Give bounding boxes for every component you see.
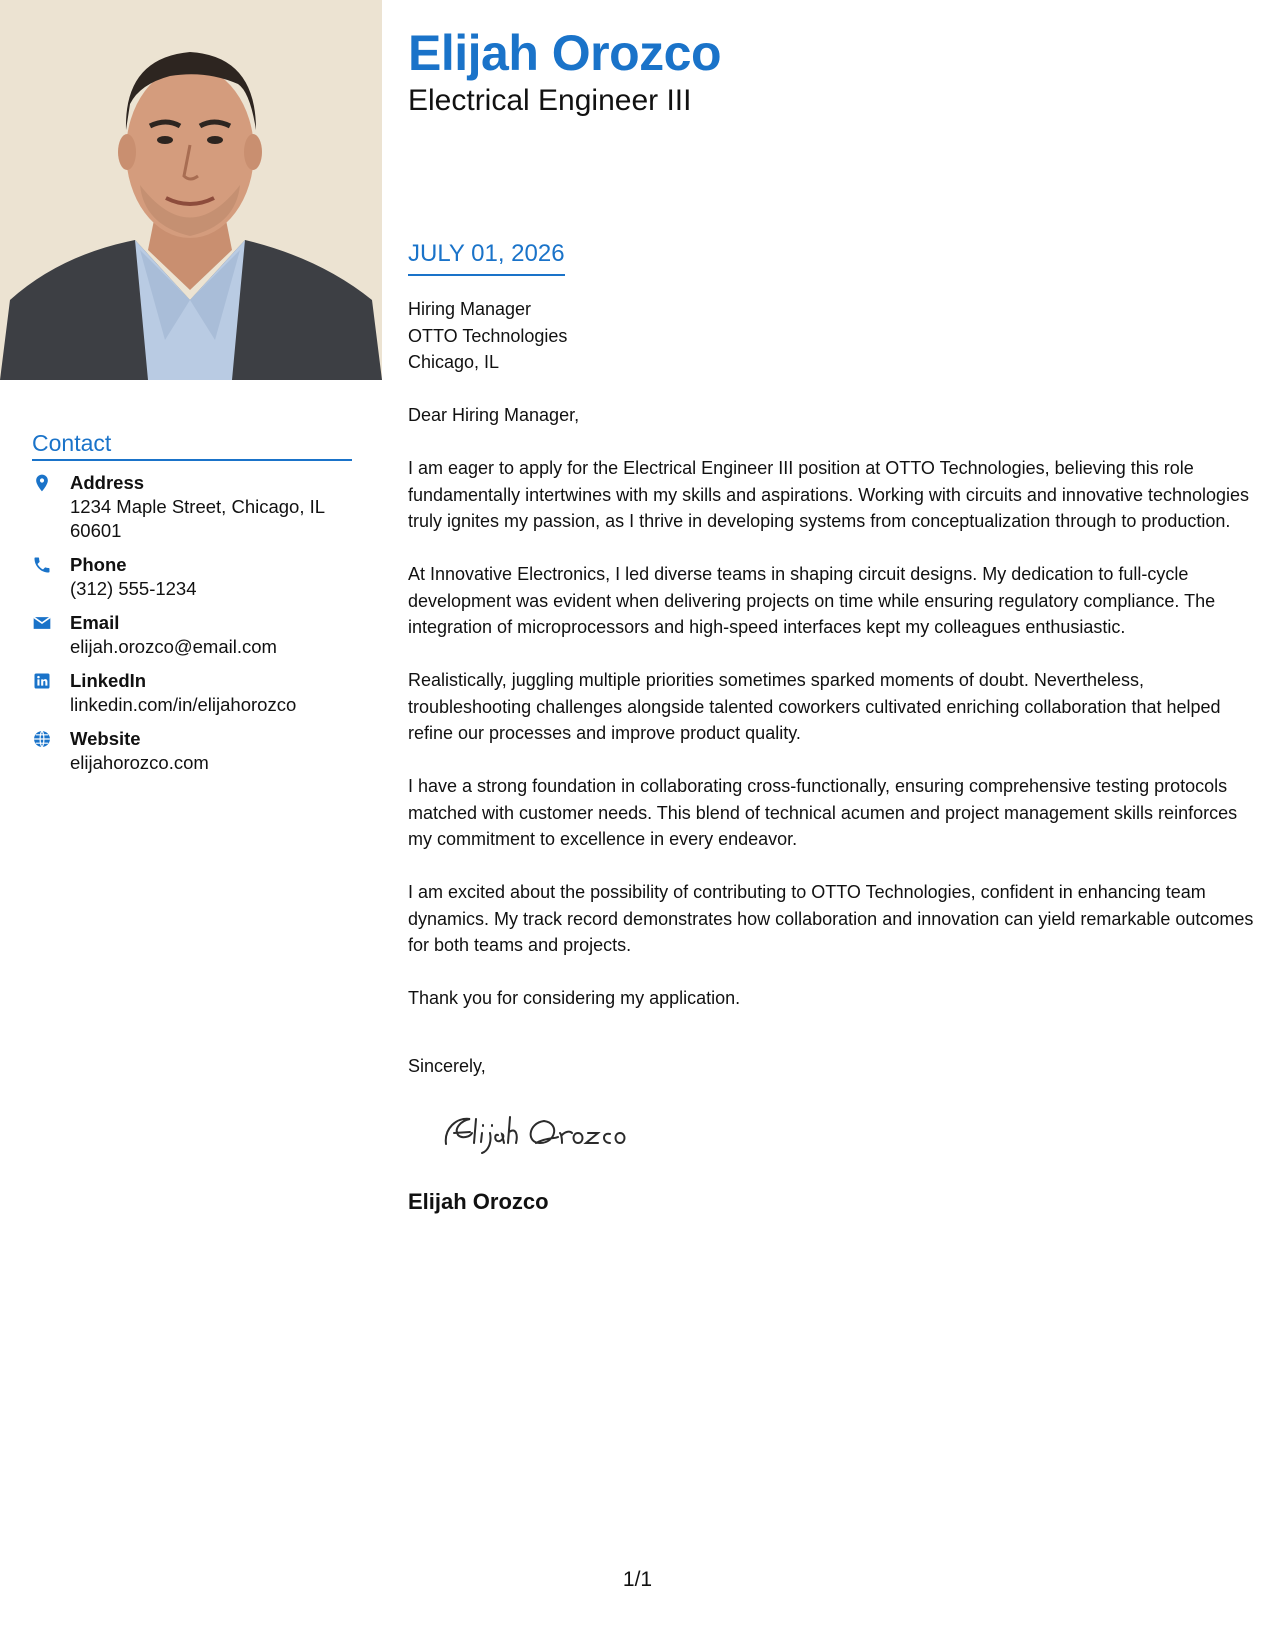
contact-sidebar bbox=[32, 430, 352, 775]
website-value[interactable]: elijahorozco.com bbox=[70, 752, 209, 773]
recipient-line: Chicago, IL bbox=[408, 352, 500, 372]
phone-icon bbox=[32, 553, 70, 601]
email-value[interactable]: elijah.orozco@email.com bbox=[70, 636, 277, 657]
letter-main bbox=[408, 0, 1258, 1215]
portrait-illustration bbox=[0, 0, 382, 380]
signed-name: Elijah Orozco bbox=[408, 1188, 549, 1214]
contact-item-phone bbox=[32, 553, 352, 601]
website-label: Website bbox=[70, 728, 141, 749]
body-paragraph: I have a strong foundation in collaborating cross-functionally, ensuring comprehensive testing protocols matched with customer needs. This blend of technical acumen and project management skills reinforces my commitment to excellence in every endeavor. bbox=[408, 776, 1238, 849]
recipient-line: Hiring Manager bbox=[408, 299, 532, 319]
applicant-name: Elijah Orozco bbox=[408, 25, 722, 81]
body-paragraph: Thank you for considering my application. bbox=[408, 988, 741, 1008]
contact-list bbox=[32, 471, 352, 775]
job-title: Electrical Engineer III bbox=[408, 84, 692, 117]
address-label: Address bbox=[70, 472, 145, 493]
linkedin-value[interactable]: linkedin.com/in/elijahorozco bbox=[70, 694, 297, 715]
letter-date: JULY 01, 2026 bbox=[408, 238, 565, 276]
page-number: 1/1 bbox=[622, 1568, 653, 1591]
body-paragraph: I am excited about the possibility of contributing to OTTO Technologies, confident in enhancing team dynamics. My track record demonstrates how collaboration and innovation can yield remarkable outcomes for both teams and projects. bbox=[408, 882, 1254, 955]
phone-value[interactable]: (312) 555-1234 bbox=[70, 578, 197, 599]
contact-item-email bbox=[32, 611, 352, 659]
location-pin-icon bbox=[32, 471, 70, 543]
recipient-block bbox=[408, 296, 1258, 376]
globe-icon bbox=[32, 727, 70, 775]
body-paragraph: Realistically, juggling multiple priorities sometimes sparked moments of doubt. Nevertheless, troubleshooting challenges alongside talented coworkers cultivated enriching collaboration that helped refine our processes and improve product quality. bbox=[408, 670, 1221, 743]
phone-label: Phone bbox=[70, 554, 127, 575]
body-paragraph: I am eager to apply for the Electrical Engineer III position at OTTO Technologies, believing this role fundamentally intertwines with my skills and aspirations. Working with circuits and innovative technologies truly ignites my passion, as I thrive in developing systems from conceptualization through to production. bbox=[408, 458, 1250, 531]
handwritten-signature bbox=[436, 1099, 656, 1159]
email-label: Email bbox=[70, 612, 120, 633]
contact-heading: Contact bbox=[32, 430, 352, 461]
letter-body bbox=[408, 402, 1258, 1012]
profile-photo bbox=[0, 0, 382, 380]
contact-item-address bbox=[32, 471, 352, 543]
body-paragraph: At Innovative Electronics, I led diverse teams in shaping circuit designs. My dedication to full-cycle development was evident when delivering projects on time while ensuring regulatory compliance. The integration of microprocessors and high-speed interfaces kept my colleagues enthusiastic. bbox=[408, 564, 1216, 637]
contact-item-linkedin bbox=[32, 669, 352, 717]
greeting: Dear Hiring Manager, bbox=[408, 405, 580, 425]
recipient-line: OTTO Technologies bbox=[408, 325, 568, 346]
linkedin-label: LinkedIn bbox=[70, 670, 147, 691]
linkedin-icon bbox=[32, 669, 70, 717]
contact-item-website bbox=[32, 727, 352, 775]
email-icon bbox=[32, 611, 70, 659]
closing: Sincerely, bbox=[408, 1055, 486, 1076]
address-value: 1234 Maple Street, Chicago, IL 60601 bbox=[70, 496, 325, 541]
